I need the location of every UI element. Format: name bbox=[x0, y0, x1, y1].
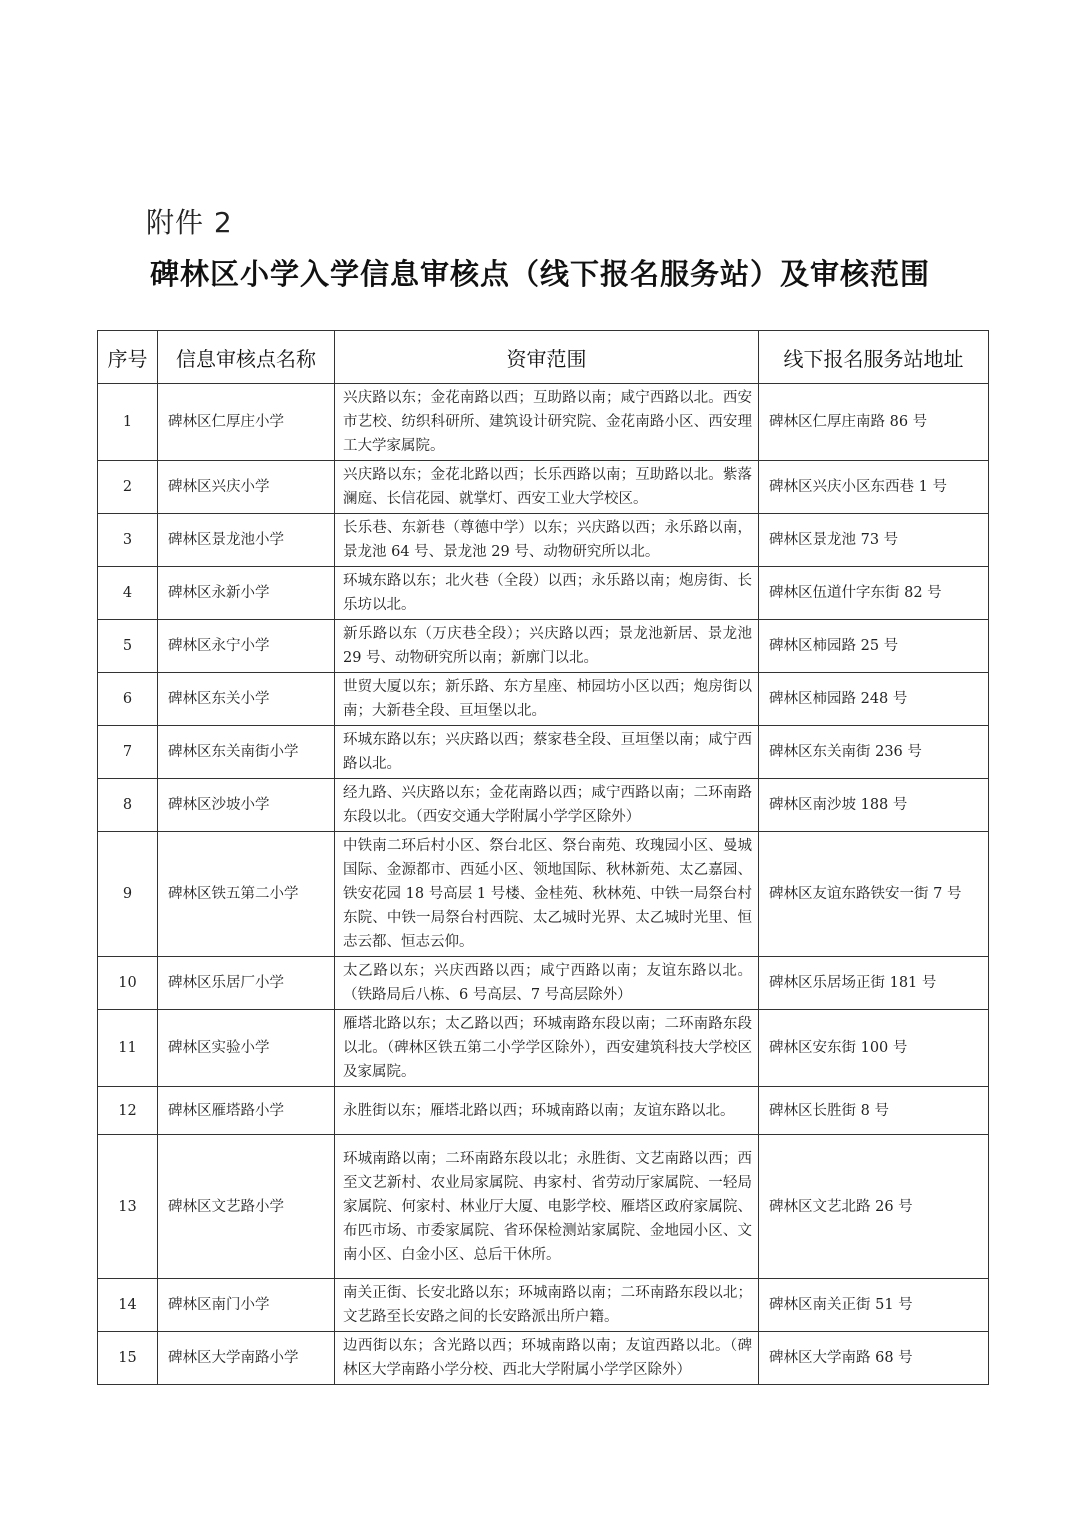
station-address: 碑林区友谊东路铁安一街 7 号 bbox=[759, 832, 989, 957]
review-point-name: 碑林区兴庆小学 bbox=[158, 461, 335, 514]
column-header-scope: 资审范围 bbox=[335, 331, 759, 384]
review-scope: 雁塔北路以东；太乙路以西；环城南路东段以南；二环南路东段以北。（碑林区铁五第二小学学区除外），西安建筑科技大学校区及家属院。 bbox=[335, 1010, 759, 1087]
table-row bbox=[98, 1279, 989, 1332]
review-scope: 太乙路以东；兴庆西路以西；咸宁西路以南；友谊东路以北。（铁路局后八栋、6 号高层、7 号高层除外） bbox=[335, 957, 759, 1010]
row-number: 1 bbox=[98, 384, 158, 461]
review-scope-table bbox=[97, 330, 989, 1385]
station-address: 碑林区安东街 100 号 bbox=[759, 1010, 989, 1087]
table-row bbox=[98, 832, 989, 957]
table-row bbox=[98, 567, 989, 620]
table-header-row bbox=[98, 331, 989, 384]
review-point-name: 碑林区沙坡小学 bbox=[158, 779, 335, 832]
station-address: 碑林区仁厚庄南路 86 号 bbox=[759, 384, 989, 461]
review-scope: 兴庆路以东；金花南路以西；互助路以南；咸宁西路以北。西安市艺校、纺织科研所、建筑设计研究院、金花南路小区、西安理工大学家属院。 bbox=[335, 384, 759, 461]
row-number: 7 bbox=[98, 726, 158, 779]
column-header-address: 线下报名服务站地址 bbox=[759, 331, 989, 384]
table-row bbox=[98, 1332, 989, 1385]
review-scope: 经九路、兴庆路以东；金花南路以西；咸宁西路以南；二环南路东段以北。（西安交通大学附属小学学区除外） bbox=[335, 779, 759, 832]
station-address: 碑林区乐居场正街 181 号 bbox=[759, 957, 989, 1010]
row-number: 13 bbox=[98, 1135, 158, 1279]
column-header-no: 序号 bbox=[98, 331, 158, 384]
table-row bbox=[98, 726, 989, 779]
station-address: 碑林区伍道什字东街 82 号 bbox=[759, 567, 989, 620]
review-point-name: 碑林区文艺路小学 bbox=[158, 1135, 335, 1279]
table-row bbox=[98, 1135, 989, 1279]
row-number: 6 bbox=[98, 673, 158, 726]
review-scope: 环城东路以东；北火巷（全段）以西；永乐路以南；炮房街、长乐坊以北。 bbox=[335, 567, 759, 620]
column-header-name: 信息审核点名称 bbox=[158, 331, 335, 384]
station-address: 碑林区长胜街 8 号 bbox=[759, 1087, 989, 1135]
table-row bbox=[98, 779, 989, 832]
document-title: 碑林区小学入学信息审核点（线下报名服务站）及审核范围 bbox=[149, 257, 930, 291]
review-scope: 永胜街以东；雁塔北路以西；环城南路以南；友谊东路以北。 bbox=[335, 1087, 759, 1135]
review-scope: 世贸大厦以东；新乐路、东方星座、柿园坊小区以西；炮房街以南；大新巷全段、亘垣堡以北。 bbox=[335, 673, 759, 726]
review-scope: 环城东路以东；兴庆路以西；蔡家巷全段、亘垣堡以南；咸宁西路以北。 bbox=[335, 726, 759, 779]
review-point-name: 碑林区东关南街小学 bbox=[158, 726, 335, 779]
review-scope: 环城南路以南；二环南路东段以北；永胜街、文艺南路以西；西至文艺新村、农业局家属院、冉家村、省劳动厅家属院、一轻局家属院、何家村、林业厅大厦、电影学校、雁塔区政府家属院、布匹市场、市委家属院、省环保检测站家属院、金地园小区、文南小区、白金小区、总后干休所。 bbox=[335, 1135, 759, 1279]
review-scope: 边西街以东；含光路以西；环城南路以南；友谊西路以北。（碑林区大学南路小学分校、西北大学附属小学学区除外） bbox=[335, 1332, 759, 1385]
review-scope: 兴庆路以东；金花北路以西；长乐西路以南；互助路以北。紫落澜庭、长信花园、就掌灯、西安工业大学校区。 bbox=[335, 461, 759, 514]
row-number: 8 bbox=[98, 779, 158, 832]
table-row bbox=[98, 1010, 989, 1087]
table-row bbox=[98, 673, 989, 726]
station-address: 碑林区大学南路 68 号 bbox=[759, 1332, 989, 1385]
review-scope: 南关正街、长安北路以东；环城南路以南；二环南路东段以北；文艺路至长安路之间的长安路派出所户籍。 bbox=[335, 1279, 759, 1332]
attachment-label: 附件 2 bbox=[146, 206, 233, 239]
station-address: 碑林区东关南街 236 号 bbox=[759, 726, 989, 779]
row-number: 15 bbox=[98, 1332, 158, 1385]
review-scope: 新乐路以东（万庆巷全段）；兴庆路以西；景龙池新居、景龙池 29 号、动物研究所以南；新廓门以北。 bbox=[335, 620, 759, 673]
review-point-name: 碑林区乐居厂小学 bbox=[158, 957, 335, 1010]
station-address: 碑林区柿园路 25 号 bbox=[759, 620, 989, 673]
row-number: 3 bbox=[98, 514, 158, 567]
review-scope: 长乐巷、东新巷（尊德中学）以东；兴庆路以西；永乐路以南，景龙池 64 号、景龙池 29 号、动物研究所以北。 bbox=[335, 514, 759, 567]
review-point-name: 碑林区南门小学 bbox=[158, 1279, 335, 1332]
review-scope: 中铁南二环后村小区、祭台北区、祭台南苑、玫瑰园小区、曼城国际、金源都市、西延小区、领地国际、秋林新苑、太乙嘉园、铁安花园 18 号高层 1 号楼、金桂苑、秋林苑、中铁一局祭台村东院、中铁一局祭台村西院、太乙城时光界、太乙城时光里、恒志云都、恒志云仰。 bbox=[335, 832, 759, 957]
table-row bbox=[98, 957, 989, 1010]
review-point-name: 碑林区永新小学 bbox=[158, 567, 335, 620]
row-number: 4 bbox=[98, 567, 158, 620]
review-point-name: 碑林区东关小学 bbox=[158, 673, 335, 726]
row-number: 11 bbox=[98, 1010, 158, 1087]
review-point-name: 碑林区雁塔路小学 bbox=[158, 1087, 335, 1135]
table-row bbox=[98, 461, 989, 514]
review-point-name: 碑林区大学南路小学 bbox=[158, 1332, 335, 1385]
table-row bbox=[98, 384, 989, 461]
table-row bbox=[98, 620, 989, 673]
review-point-name: 碑林区铁五第二小学 bbox=[158, 832, 335, 957]
row-number: 10 bbox=[98, 957, 158, 1010]
station-address: 碑林区景龙池 73 号 bbox=[759, 514, 989, 567]
row-number: 12 bbox=[98, 1087, 158, 1135]
station-address: 碑林区南关正街 51 号 bbox=[759, 1279, 989, 1332]
table-row bbox=[98, 514, 989, 567]
row-number: 5 bbox=[98, 620, 158, 673]
review-point-name: 碑林区实验小学 bbox=[158, 1010, 335, 1087]
station-address: 碑林区南沙坡 188 号 bbox=[759, 779, 989, 832]
station-address: 碑林区兴庆小区东西巷 1 号 bbox=[759, 461, 989, 514]
review-point-name: 碑林区景龙池小学 bbox=[158, 514, 335, 567]
row-number: 9 bbox=[98, 832, 158, 957]
station-address: 碑林区文艺北路 26 号 bbox=[759, 1135, 989, 1279]
review-point-name: 碑林区永宁小学 bbox=[158, 620, 335, 673]
row-number: 2 bbox=[98, 461, 158, 514]
row-number: 14 bbox=[98, 1279, 158, 1332]
station-address: 碑林区柿园路 248 号 bbox=[759, 673, 989, 726]
table-row bbox=[98, 1087, 989, 1135]
review-point-name: 碑林区仁厚庄小学 bbox=[158, 384, 335, 461]
